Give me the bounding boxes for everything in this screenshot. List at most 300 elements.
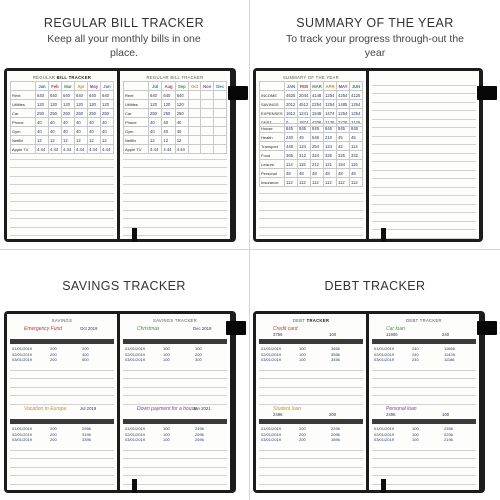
goal-value: Oct 2019 (80, 326, 98, 331)
row-label: Phone (11, 118, 36, 127)
table-cell: 1612 (285, 109, 298, 118)
elastic-band (228, 86, 248, 100)
table-cell (214, 91, 227, 100)
table-header-bar (10, 419, 114, 424)
blank-lines (123, 442, 227, 485)
debt-panel (251, 251, 499, 499)
table-cell: 02/01/2019 (374, 431, 395, 437)
table-cell: 40 (36, 127, 49, 136)
header-cell (260, 82, 285, 91)
elastic-band (477, 321, 497, 335)
table-cell: 1241 (297, 109, 310, 118)
table-cell: 120 (88, 100, 101, 109)
table-row (124, 118, 227, 127)
table-cell: 112 (324, 178, 337, 187)
table-cell: 240 (285, 133, 298, 142)
table-cell: 40 (162, 127, 175, 136)
table-cell: 03/01/2019 (261, 437, 282, 442)
debt-block (259, 406, 363, 484)
table-cell: 01/01/2019 (261, 426, 282, 431)
table-cell: 40 (49, 118, 62, 127)
month-header: Apr (75, 82, 88, 91)
table-cell: 1896 (331, 437, 340, 442)
row-label: Apple TV (124, 145, 149, 154)
table-cell: 200 (299, 437, 306, 442)
table-cell: 02/01/2019 (261, 431, 282, 437)
table-cell: 01/01/2019 (261, 346, 282, 351)
table-cell: 120 (149, 100, 162, 109)
table-cell: 200 (50, 437, 57, 442)
table-cell: 03/01/2019 (374, 357, 395, 362)
table-cell: 4.44 (49, 145, 62, 154)
table-cell: 40 (101, 118, 114, 127)
table-cell: 40 (88, 127, 101, 136)
row-label: Transport (260, 142, 285, 151)
table-cell: 365 (285, 151, 298, 160)
row-label: Insurance (260, 178, 285, 187)
month-header: JUN (350, 82, 363, 91)
table-cell: 845 (337, 124, 350, 133)
table-cell: 12 (75, 136, 88, 145)
bill-tracker-subtitle: Keep all your monthly bills in one place. (47, 33, 201, 59)
blank-lines (259, 442, 363, 485)
blank-lines (259, 362, 363, 405)
table-cell: 1874 (297, 118, 310, 127)
table-cell: 2496 (195, 426, 204, 431)
table-cell: 121 (324, 160, 337, 169)
table-row (11, 127, 114, 136)
table-cell: 40 (75, 127, 88, 136)
table-cell: 4.44 (101, 145, 114, 154)
table-header-row (11, 82, 114, 91)
table-row (260, 124, 363, 133)
table-cell: 324 (311, 151, 324, 160)
table-cell: 845 (324, 124, 337, 133)
month-header: Oct (189, 82, 201, 91)
table-cell: 40 (149, 127, 162, 136)
table-row (124, 100, 227, 109)
goal-name: Credit card (273, 326, 298, 332)
table-cell: 120 (175, 100, 188, 109)
table-cell (189, 127, 201, 136)
table-cell: 4.44 (62, 145, 75, 154)
month-header: Nov (201, 82, 214, 91)
row-label: Personal (260, 169, 285, 178)
table-cell: 100 (163, 426, 170, 431)
table-cell: 845 (350, 124, 363, 133)
table-cell: 42 (337, 142, 350, 151)
blank-lines (372, 442, 476, 485)
table-cell (189, 109, 201, 118)
table-cell: 03/01/2019 (125, 357, 146, 362)
table-cell: 100 (163, 346, 170, 351)
table-cell: 12 (62, 136, 75, 145)
table-cell: 2136 (324, 118, 337, 127)
table-cell: 124 (324, 142, 337, 151)
bill-table-right (123, 81, 227, 154)
goal-name: Car loan (386, 326, 405, 332)
summary-table-totals (259, 81, 363, 127)
goal-value: 2496 (386, 412, 396, 417)
blank-lines (10, 362, 114, 405)
table-cell: 200 (50, 351, 57, 357)
table-cell: 250 (36, 109, 49, 118)
row-label: Utilities (124, 100, 149, 109)
debt-title: DEBT TRACKER (324, 279, 426, 293)
table-cell: 45 (298, 133, 311, 142)
bill-tracker-title: REGULAR BILL TRACKER (43, 16, 205, 30)
table-cell: 12 (101, 136, 114, 145)
table-cell: 02/01/2019 (374, 351, 395, 357)
table-cell: 02/01/2019 (261, 351, 282, 357)
table-cell: 48 (324, 169, 337, 178)
table-cell: 3396 (82, 437, 91, 442)
savings-title: SAVINGS TRACKER (62, 279, 186, 293)
summary-title: SUMMARY OF THE YEAR (296, 16, 454, 30)
table-cell: 2196 (444, 437, 453, 442)
table-cell: 01/01/2019 (374, 346, 395, 351)
month-header: MAY (337, 82, 350, 91)
table-cell: 100 (299, 351, 306, 357)
table-cell: 120 (49, 100, 62, 109)
row-label: House (260, 124, 285, 133)
table-cell: 254 (311, 142, 324, 151)
table-cell: 03/01/2019 (12, 357, 33, 362)
table-cell (214, 100, 227, 109)
table-cell: 250 (175, 109, 188, 118)
table-cell: 200 (50, 346, 57, 351)
table-cell: 845 (311, 124, 324, 133)
table-cell (214, 127, 227, 136)
table-cell: 2126 (350, 118, 363, 127)
table-cell: 01/01/2019 (125, 346, 146, 351)
month-header: Jun (101, 82, 114, 91)
debt-block (259, 326, 363, 404)
table-cell: 640 (175, 91, 188, 100)
page-title: DEBT TRACKER (292, 318, 330, 323)
blank-lines (259, 185, 363, 239)
row-label: Netflix (11, 136, 36, 145)
table-cell (201, 91, 214, 100)
table-cell: 40 (175, 118, 188, 127)
debt-block (372, 326, 476, 404)
table-cell: 4125 (350, 91, 363, 100)
table-cell: 11666 (444, 346, 455, 351)
elastic-band (477, 86, 497, 100)
summary-table-categories (259, 123, 363, 187)
row-label: Gym (124, 127, 149, 136)
bookmark-ribbon (132, 228, 137, 242)
table-cell: 2696 (195, 437, 204, 442)
debt-block (372, 406, 476, 484)
table-cell: 01/01/2019 (374, 426, 395, 431)
table-header-bar (372, 419, 476, 424)
goal-name: Vacation to Europe (24, 406, 67, 412)
table-cell: 1254 (337, 109, 350, 118)
blank-lines (123, 362, 227, 405)
table-cell: 240 (412, 346, 419, 351)
table-header-row (260, 82, 363, 91)
table-row (260, 151, 363, 160)
table-cell: 200 (50, 357, 57, 362)
table-cell: 100 (163, 357, 170, 362)
notebook (253, 311, 485, 493)
table-cell: 1254 (324, 100, 337, 109)
right-page (120, 71, 230, 239)
table-row (11, 118, 114, 127)
row-label: EXPENSES (261, 110, 283, 116)
table-cell: 40 (175, 127, 188, 136)
left-page (7, 314, 117, 490)
blank-lines (10, 151, 114, 239)
table-cell: 100 (195, 346, 202, 351)
table-row (260, 160, 363, 169)
bill-table-left (10, 81, 114, 154)
table-header-row (124, 82, 227, 91)
table-cell: 400 (82, 351, 89, 357)
table-cell: 332 (350, 151, 363, 160)
blank-rows (372, 77, 476, 239)
table-cell: 02/01/2019 (125, 351, 146, 357)
table-cell: 312 (298, 151, 311, 160)
table-cell: 40 (88, 118, 101, 127)
table-cell: 154 (337, 160, 350, 169)
notebook (4, 311, 236, 493)
left-page (256, 71, 366, 239)
table-cell: 2254 (310, 100, 323, 109)
table-cell: 2596 (195, 431, 204, 437)
table-cell: 01/01/2019 (12, 426, 33, 431)
table-cell: 12 (36, 136, 49, 145)
table-cell: 100 (412, 426, 419, 431)
table-cell: 100 (299, 346, 306, 351)
table-cell: 4254 (337, 91, 350, 100)
table-cell: 40 (36, 118, 49, 127)
table-row (11, 109, 114, 118)
table-cell: 640 (75, 91, 88, 100)
savings-block (10, 326, 114, 404)
goal-value: Jan 2021 (193, 406, 211, 411)
table-cell: 640 (36, 91, 49, 100)
goal-name: Emergency Fund (24, 326, 63, 332)
table-row (260, 133, 363, 142)
table-cell (201, 136, 214, 145)
table-cell: 326 (324, 151, 337, 160)
table-cell: 240 (412, 351, 419, 357)
table-cell: 02/01/2019 (12, 431, 33, 437)
table-cell: 640 (49, 91, 62, 100)
table-row (260, 91, 363, 100)
month-header: Aug (162, 82, 175, 91)
month-header: FEB (297, 82, 310, 91)
table-cell: 2996 (82, 426, 91, 431)
table-cell: 325 (337, 151, 350, 160)
notebook (4, 68, 236, 242)
table-cell: 100 (163, 431, 170, 437)
table-cell: 600 (82, 357, 89, 362)
table-cell: 120 (62, 100, 75, 109)
row-label: Car (124, 109, 149, 118)
goal-value: 11906 (386, 332, 398, 337)
goal-name: Personal loan (386, 406, 417, 412)
table-row (124, 91, 227, 100)
savings-block (123, 326, 227, 404)
right-page (369, 314, 479, 490)
table-cell: 4.44 (88, 145, 101, 154)
table-cell: 4625 (285, 91, 298, 100)
elastic-band (226, 321, 246, 335)
table-cell: 112 (311, 178, 324, 187)
goal-payment: 200 (329, 412, 337, 417)
vertical-divider (249, 0, 250, 500)
table-cell: 1254 (350, 100, 363, 109)
goal-name: Student loan (273, 406, 302, 412)
table-cell: 48 (285, 169, 298, 178)
table-row (124, 109, 227, 118)
table-cell: 4.44 (162, 145, 175, 154)
table-cell: 48 (298, 169, 311, 178)
table-cell: 45 (350, 133, 363, 142)
summary-subtitle: To track your progress through-out the year (285, 33, 464, 59)
row-label: Netflix (124, 136, 149, 145)
table-cell: 4.44 (149, 145, 162, 154)
table-header-bar (123, 419, 227, 424)
table-cell: 11426 (444, 351, 455, 357)
table-cell: 2396 (444, 426, 453, 431)
table-cell: 40 (101, 127, 114, 136)
table-cell: 12 (162, 136, 175, 145)
table-cell: 200 (50, 431, 57, 437)
table-header-bar (123, 339, 227, 344)
table-cell: 4148 (310, 91, 323, 100)
table-cell: 250 (162, 109, 175, 118)
row-label: Food (260, 151, 285, 160)
header-cell (124, 82, 149, 91)
table-cell: 200 (82, 346, 89, 351)
table-cell: 1254 (324, 91, 337, 100)
table-cell: 2226 (337, 118, 350, 127)
table-cell: 120 (75, 100, 88, 109)
page-title: REGULAR BILL TRACKER (32, 75, 92, 80)
table-cell: 01/01/2019 (12, 346, 33, 351)
row-label: DEBT (260, 118, 285, 127)
page-title: SAVINGS (51, 318, 73, 323)
table-cell: 03/01/2019 (374, 437, 395, 442)
table-cell (201, 100, 214, 109)
bookmark-ribbon (381, 479, 386, 493)
table-cell: 4.44 (36, 145, 49, 154)
row-label: Utilities (11, 100, 36, 109)
table-row (260, 109, 363, 118)
table-cell: 548 (311, 133, 324, 142)
month-header: May (88, 82, 101, 91)
table-cell: 48 (337, 169, 350, 178)
goal-name: Down payment for a house (137, 406, 197, 412)
table-cell: 120 (101, 100, 114, 109)
bill-tracker-panel (0, 0, 248, 248)
table-cell: 12 (49, 136, 62, 145)
savings-block (123, 406, 227, 484)
table-cell (214, 109, 227, 118)
table-cell: 3456 (331, 357, 340, 362)
table-cell: 116 (350, 160, 363, 169)
bookmark-ribbon (381, 228, 386, 242)
table-cell: 200 (299, 431, 306, 437)
table-header-bar (259, 339, 363, 344)
table-cell: 12 (175, 136, 188, 145)
table-cell (189, 100, 201, 109)
row-label: Leisure (260, 160, 285, 169)
right-page (120, 314, 230, 490)
table-cell: 2044 (297, 91, 310, 100)
table-cell: 448 (285, 142, 298, 151)
month-header: JAN (285, 82, 298, 91)
month-header: Dec (214, 82, 227, 91)
table-cell: 40 (49, 127, 62, 136)
table-header-bar (372, 339, 476, 344)
table-cell: 115 (298, 160, 311, 169)
goal-value: Jul 2019 (80, 406, 97, 411)
table-cell: 12 (88, 136, 101, 145)
table-cell: 250 (62, 109, 75, 118)
table-cell: 40 (62, 118, 75, 127)
table-cell: 845 (285, 124, 298, 133)
table-row (260, 100, 363, 109)
table-cell: 640 (149, 91, 162, 100)
row-label: Gym (11, 127, 36, 136)
month-header: Jul (149, 82, 162, 91)
table-cell: 100 (299, 357, 306, 362)
table-cell: 640 (62, 91, 75, 100)
left-page (7, 71, 117, 239)
table-header-bar (10, 339, 114, 344)
table-row (260, 169, 363, 178)
page-title: SUMMARY OF THE YEAR (283, 75, 339, 80)
month-header: MAR (312, 83, 322, 89)
table-cell: 114 (350, 142, 363, 151)
table-cell: 3196 (82, 431, 91, 437)
table-header-bar (259, 419, 363, 424)
table-cell: 12 (149, 136, 162, 145)
table-cell: 40 (62, 127, 75, 136)
table-cell: 240 (412, 357, 419, 362)
row-label: Apple TV (11, 145, 36, 154)
goal-value: 3756 (273, 332, 283, 337)
blank-lines (372, 362, 476, 405)
table-cell: 4512 (297, 100, 310, 109)
table-cell: 200 (195, 351, 202, 357)
month-header: APR (324, 82, 337, 91)
table-row (124, 136, 227, 145)
row-label: Health (260, 133, 285, 142)
month-header: Feb (49, 82, 62, 91)
month-header: Mar (62, 82, 75, 91)
goal-value: Dec 2019 (193, 326, 212, 331)
summary-panel (251, 0, 499, 248)
table-row (260, 142, 363, 151)
table-cell: 2096 (331, 431, 340, 437)
table-cell: 1254 (350, 109, 363, 118)
table-cell: 1548 (310, 109, 323, 118)
page-title: SAVINGS TRACKER (153, 318, 197, 323)
table-cell: 124 (298, 142, 311, 151)
table-cell: 212 (311, 160, 324, 169)
table-cell (201, 118, 214, 127)
table-cell: 01/01/2019 (125, 426, 146, 431)
table-cell (201, 109, 214, 118)
table-row (124, 127, 227, 136)
table-cell: 3656 (331, 346, 340, 351)
